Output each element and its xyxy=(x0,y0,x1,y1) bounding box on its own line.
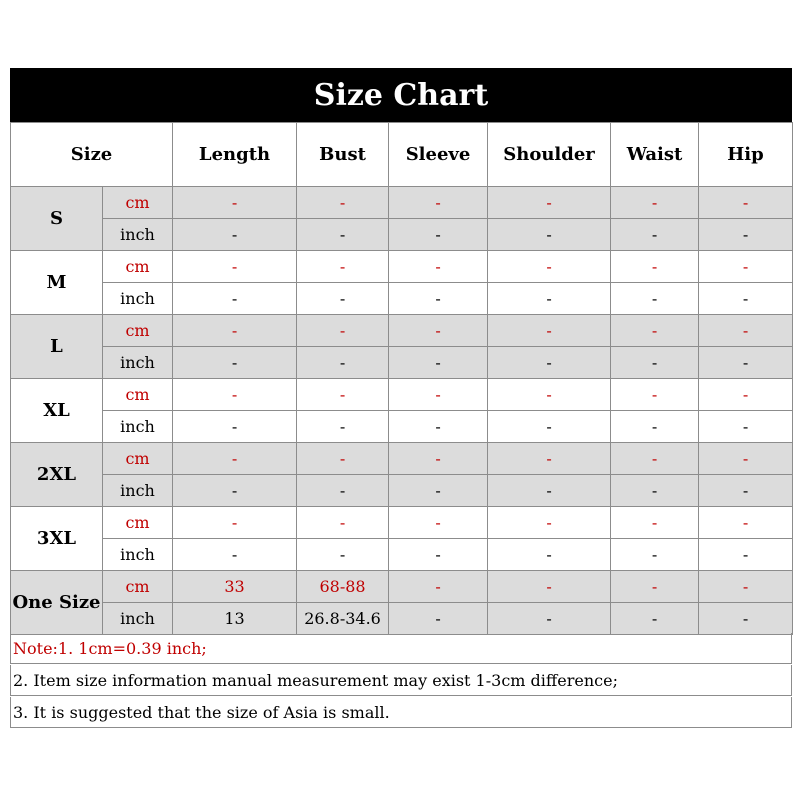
inch-value: - xyxy=(699,603,793,635)
cm-value: - xyxy=(699,315,793,347)
cm-value: - xyxy=(488,315,611,347)
cm-value: - xyxy=(389,443,488,475)
cm-value: - xyxy=(699,251,793,283)
header-hip: Hip xyxy=(699,123,793,187)
table-row xyxy=(11,475,793,507)
table-row xyxy=(11,443,793,475)
cm-value: - xyxy=(173,251,297,283)
table-row xyxy=(11,315,793,347)
inch-value: - xyxy=(389,347,488,379)
size-label: M xyxy=(11,251,103,315)
inch-value: - xyxy=(611,603,699,635)
cm-value: - xyxy=(297,379,389,411)
cm-value: - xyxy=(488,187,611,219)
cm-value: - xyxy=(173,315,297,347)
chart-title: Size Chart xyxy=(10,68,792,122)
unit-inch-label: inch xyxy=(103,219,173,251)
inch-value: - xyxy=(389,411,488,443)
inch-value: - xyxy=(297,347,389,379)
cm-value: - xyxy=(297,251,389,283)
inch-value: 13 xyxy=(173,603,297,635)
size-label: 3XL xyxy=(11,507,103,571)
cm-value: 33 xyxy=(173,571,297,603)
size-label: One Size xyxy=(11,571,103,635)
size-label: 2XL xyxy=(11,443,103,507)
cm-value: - xyxy=(488,443,611,475)
header-sleeve: Sleeve xyxy=(389,123,488,187)
inch-value: - xyxy=(488,219,611,251)
unit-inch-label: inch xyxy=(103,603,173,635)
cm-value: - xyxy=(699,507,793,539)
inch-value: - xyxy=(488,603,611,635)
cm-value: - xyxy=(488,379,611,411)
unit-cm-label: cm xyxy=(103,443,173,475)
table-row xyxy=(11,539,793,571)
inch-value: - xyxy=(488,347,611,379)
inch-value: - xyxy=(699,539,793,571)
table-row xyxy=(11,187,793,219)
table-row xyxy=(11,507,793,539)
size-label: S xyxy=(11,187,103,251)
inch-value: - xyxy=(297,475,389,507)
inch-value: - xyxy=(699,475,793,507)
header-size: Size xyxy=(11,123,173,187)
inch-value: - xyxy=(699,411,793,443)
cm-value: - xyxy=(488,251,611,283)
header-bust: Bust xyxy=(297,123,389,187)
inch-value: - xyxy=(389,283,488,315)
header-length: Length xyxy=(173,123,297,187)
inch-value: - xyxy=(611,411,699,443)
table-row xyxy=(11,219,793,251)
cm-value: - xyxy=(611,443,699,475)
inch-value: - xyxy=(173,219,297,251)
inch-value: - xyxy=(173,411,297,443)
unit-inch-label: inch xyxy=(103,475,173,507)
cm-value: - xyxy=(699,571,793,603)
cm-value: - xyxy=(488,507,611,539)
cm-value: - xyxy=(173,507,297,539)
unit-cm-label: cm xyxy=(103,315,173,347)
inch-value: - xyxy=(297,539,389,571)
size-chart xyxy=(10,68,792,635)
table-row xyxy=(11,571,793,603)
inch-value: - xyxy=(173,475,297,507)
size-label: L xyxy=(11,315,103,379)
unit-cm-label: cm xyxy=(103,187,173,219)
table-row xyxy=(11,411,793,443)
table-row xyxy=(11,251,793,283)
inch-value: - xyxy=(297,219,389,251)
unit-cm-label: cm xyxy=(103,507,173,539)
cm-value: - xyxy=(611,571,699,603)
cm-value: - xyxy=(389,379,488,411)
inch-value: - xyxy=(173,283,297,315)
unit-cm-label: cm xyxy=(103,251,173,283)
unit-cm-label: cm xyxy=(103,571,173,603)
cm-value: - xyxy=(173,187,297,219)
header-waist: Waist xyxy=(611,123,699,187)
size-label: XL xyxy=(11,379,103,443)
inch-value: 26.8-34.6 xyxy=(297,603,389,635)
table-row xyxy=(11,603,793,635)
cm-value: - xyxy=(297,507,389,539)
unit-cm-label: cm xyxy=(103,379,173,411)
inch-value: - xyxy=(173,539,297,571)
inch-value: - xyxy=(611,539,699,571)
cm-value: - xyxy=(611,379,699,411)
header-row xyxy=(11,123,793,187)
unit-inch-label: inch xyxy=(103,347,173,379)
cm-value: - xyxy=(699,187,793,219)
inch-value: - xyxy=(611,283,699,315)
cm-value: - xyxy=(611,251,699,283)
table-row xyxy=(11,283,793,315)
inch-value: - xyxy=(699,219,793,251)
table-row xyxy=(11,379,793,411)
inch-value: - xyxy=(389,475,488,507)
inch-value: - xyxy=(611,347,699,379)
note-3: 3. It is suggested that the size of Asia is small. xyxy=(10,697,792,728)
inch-value: - xyxy=(488,475,611,507)
cm-value: - xyxy=(389,187,488,219)
cm-value: - xyxy=(488,571,611,603)
inch-value: - xyxy=(611,219,699,251)
cm-value: - xyxy=(389,507,488,539)
cm-value: - xyxy=(173,379,297,411)
inch-value: - xyxy=(389,219,488,251)
cm-value: - xyxy=(611,315,699,347)
cm-value: - xyxy=(699,379,793,411)
cm-value: - xyxy=(173,443,297,475)
cm-value: - xyxy=(297,315,389,347)
inch-value: - xyxy=(389,603,488,635)
unit-inch-label: inch xyxy=(103,283,173,315)
cm-value: - xyxy=(389,571,488,603)
inch-value: - xyxy=(389,539,488,571)
cm-value: - xyxy=(699,443,793,475)
inch-value: - xyxy=(699,283,793,315)
unit-inch-label: inch xyxy=(103,539,173,571)
inch-value: - xyxy=(488,411,611,443)
table-row xyxy=(11,347,793,379)
inch-value: - xyxy=(297,283,389,315)
inch-value: - xyxy=(699,347,793,379)
cm-value: - xyxy=(297,443,389,475)
size-table xyxy=(10,122,793,635)
inch-value: - xyxy=(297,411,389,443)
cm-value: - xyxy=(297,187,389,219)
cm-value: - xyxy=(389,251,488,283)
inch-value: - xyxy=(488,539,611,571)
cm-value: - xyxy=(611,507,699,539)
header-shoulder: Shoulder xyxy=(488,123,611,187)
note-1: Note:1. 1cm=0.39 inch; xyxy=(10,633,792,664)
cm-value: 68-88 xyxy=(297,571,389,603)
cm-value: - xyxy=(611,187,699,219)
inch-value: - xyxy=(488,283,611,315)
cm-value: - xyxy=(389,315,488,347)
inch-value: - xyxy=(173,347,297,379)
note-2: 2. Item size information manual measurement may exist 1-3cm difference; xyxy=(10,665,792,696)
inch-value: - xyxy=(611,475,699,507)
unit-inch-label: inch xyxy=(103,411,173,443)
